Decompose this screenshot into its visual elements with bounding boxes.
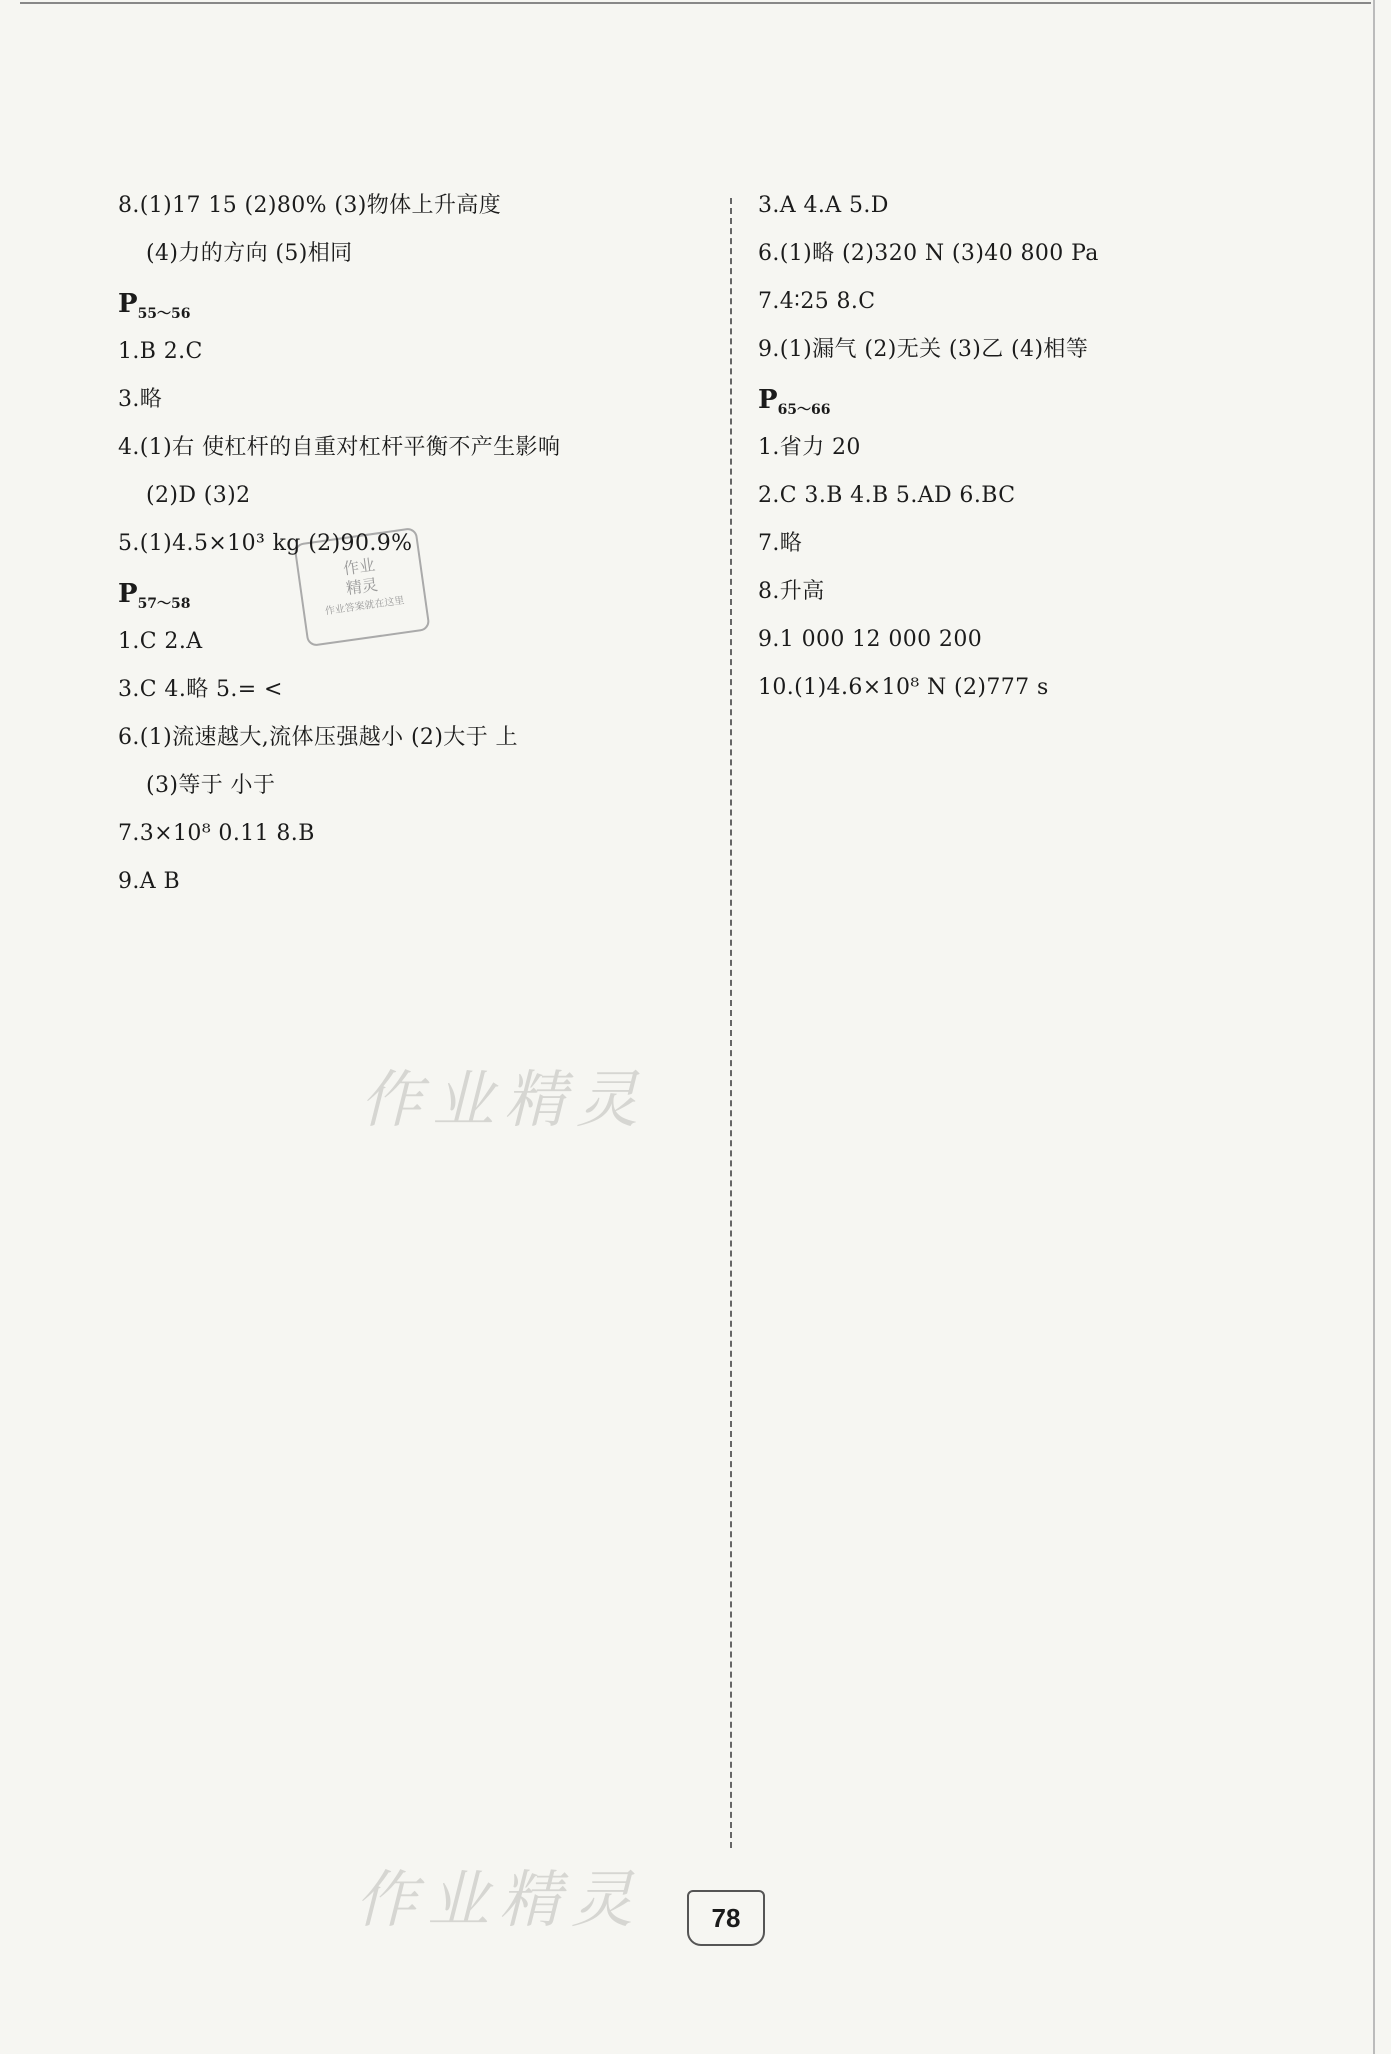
answer-line: 9.A B (118, 869, 181, 894)
answer-line: 6.(1)略 (2)320 N (3)40 800 Pa (758, 241, 1099, 266)
stamp-line-1: 作业 (341, 555, 377, 579)
answer-line: 9.(1)漏气 (2)无关 (3)乙 (4)相等 (758, 337, 1089, 362)
watermark-middle: 作业精灵 (360, 1063, 649, 1136)
page-range-heading: $P_{57\sim 58}$ (118, 579, 191, 613)
answer-line: (3)等于 小于 (146, 773, 276, 798)
watermark-bottom: 作业精灵 (355, 1863, 644, 1936)
page-right-edge (1373, 0, 1375, 2054)
answer-line: 10.(1)4.6×10⁸ N (2)777 s (758, 675, 1049, 700)
answer-line: 3.略 (118, 387, 163, 412)
answer-line: 2.C 3.B 4.B 5.AD 6.BC (758, 483, 1016, 508)
answer-line: (4)力的方向 (5)相同 (146, 241, 353, 266)
answer-line: 7.略 (758, 531, 803, 556)
answer-line: 6.(1)流速越大,流体压强越小 (2)大于 上 (118, 725, 518, 750)
page-range-heading: $P_{65\sim 66}$ (758, 385, 831, 419)
answer-line: (2)D (3)2 (146, 483, 251, 508)
answer-line: 8.(1)17 15 (2)80% (3)物体上升高度 (118, 193, 502, 218)
answer-line: 3.C 4.略 5.= < (118, 677, 283, 702)
answer-line: 7.4∶25 8.C (758, 289, 876, 314)
answer-line: 9.1 000 12 000 200 (758, 627, 983, 652)
page-number-tab: 78 (687, 1890, 765, 1946)
page-range-heading: $P_{55\sim 56}$ (118, 289, 191, 323)
column-divider (730, 198, 732, 1848)
answer-line: 3.A 4.A 5.D (758, 193, 889, 218)
answer-line: 8.升高 (758, 579, 825, 604)
page-top-border (20, 2, 1371, 4)
answer-line: 1.B 2.C (118, 339, 203, 364)
answer-line: 1.省力 20 (758, 435, 861, 460)
answer-line: 5.(1)4.5×10³ kg (2)90.9% (118, 531, 413, 556)
answer-line: 1.C 2.A (118, 629, 203, 654)
answer-line: 4.(1)右 使杠杆的自重对杠杆平衡不产生影响 (118, 435, 561, 460)
stamp-line-3: 作业答案就在这里 (324, 595, 406, 618)
answer-line: 7.3×10⁸ 0.11 8.B (118, 821, 315, 846)
stamp-line-2: 精灵 (344, 574, 380, 599)
